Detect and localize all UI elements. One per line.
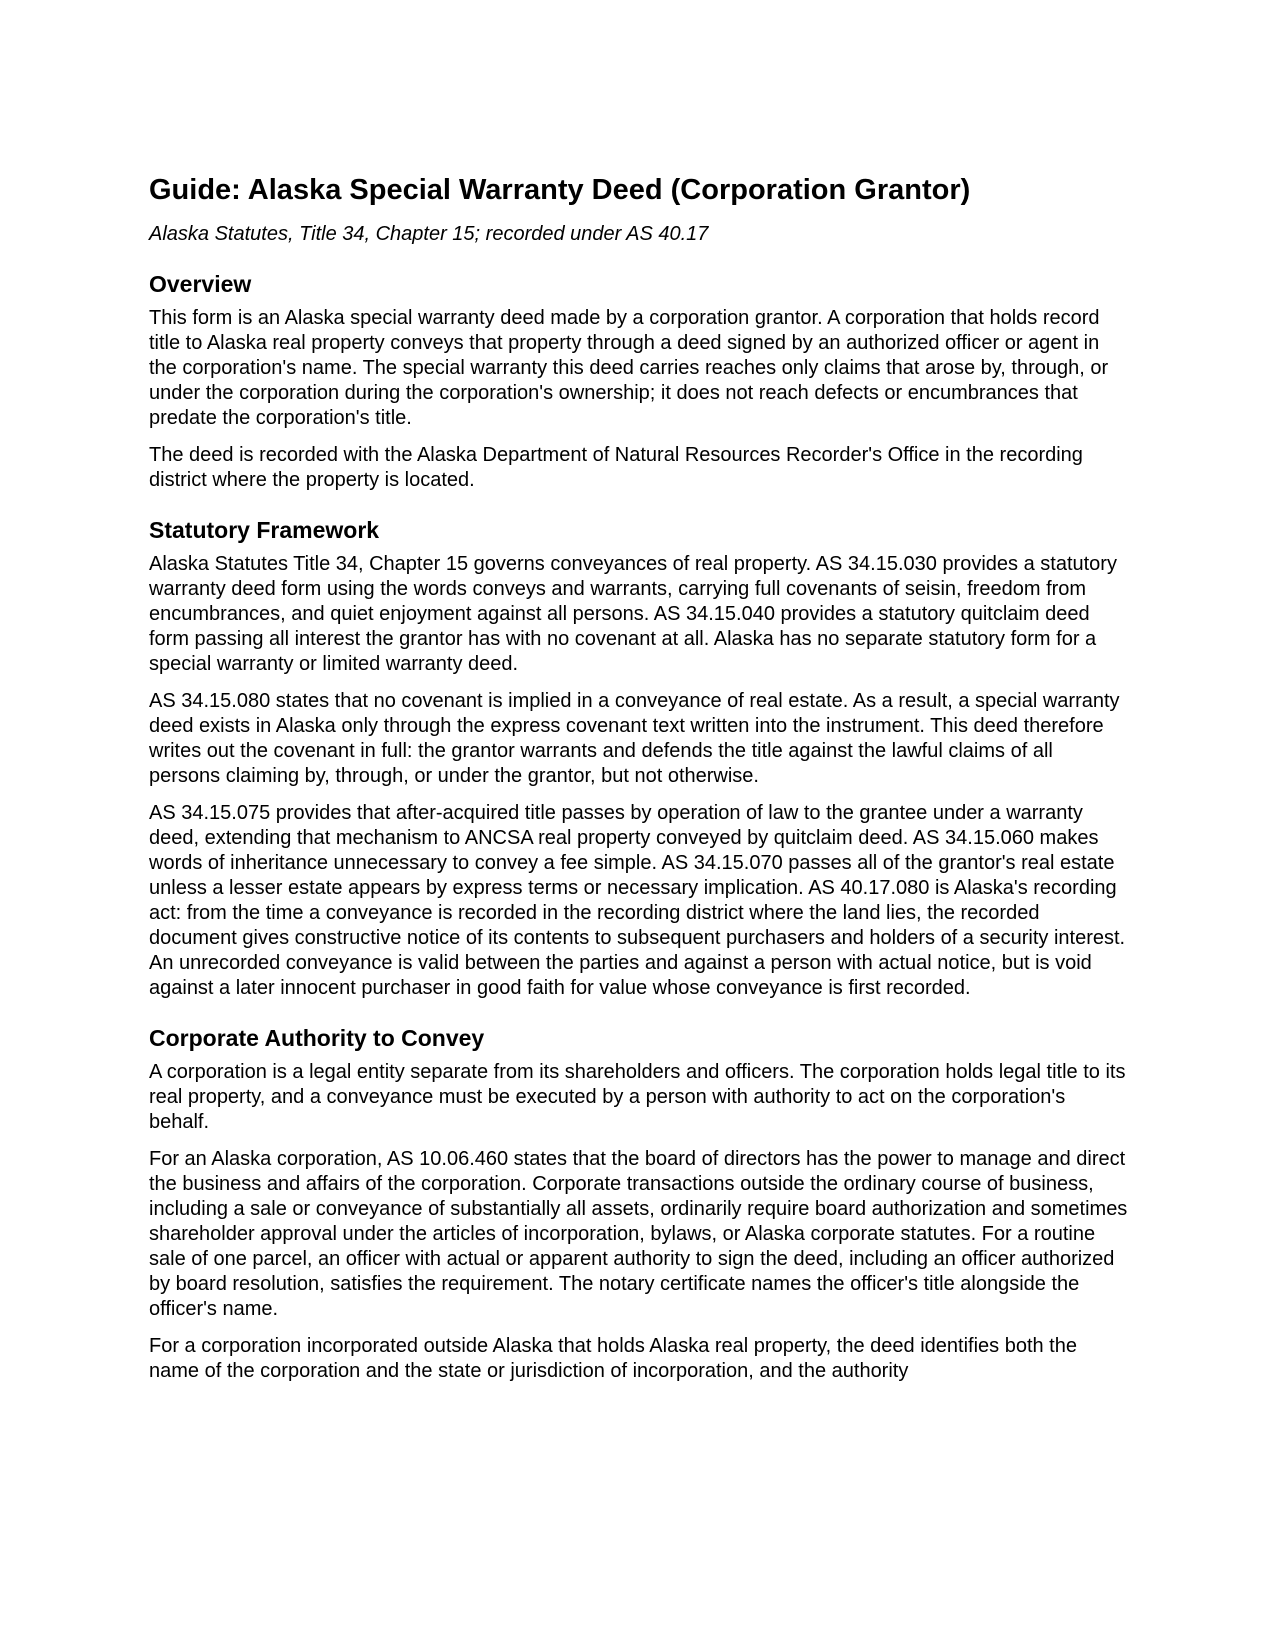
document-subtitle: Alaska Statutes, Title 34, Chapter 15; recorded under AS 40.17 (149, 223, 709, 245)
paragraph: For an Alaska corporation, AS 10.06.460 states that the board of directors has the power to manage and direct the business and affairs of the corporation. Corporate transactions outside the ordinary course of business, including a sale or conveyance of substantially all assets, ordinarily require board authorization and sometimes shareholder approval under the articles of incorporation, bylaws, or Alaska corporate statutes. For a routine sale of one parcel, an officer with actual or apparent authority to sign the deed, including an officer authorized by board resolution, satisfies the requirement. The notary certificate names the officer's title alongside the officer's name. (149, 1148, 1128, 1320)
paragraph: AS 34.15.080 states that no covenant is implied in a conveyance of real estate. As a result, a special warranty deed exists in Alaska only through the express covenant text written into the instrument. This deed therefore writes out the covenant in full: the grantor warrants and defends the title against the lawful claims of all persons claiming by, through, or under the grantor, but not otherwise. (149, 690, 1120, 787)
section-heading: Statutory Framework (149, 517, 380, 543)
section-statutory-framework (149, 516, 1129, 1001)
paragraph: The deed is recorded with the Alaska Department of Natural Resources Recorder's Office in the recording district where the property is located. (149, 444, 1083, 491)
paragraph: Alaska Statutes Title 34, Chapter 15 governs conveyances of real property. AS 34.15.030 provides a statutory warranty deed form using the words conveys and warrants, carrying full covenants of seisin, freedom from encumbrances, and quiet enjoyment against all persons. AS 34.15.040 provides a statutory quitclaim deed form passing all interest the grantor has with no covenant at all. Alaska has no separate statutory form for a special warranty or limited warranty deed. (149, 553, 1117, 675)
paragraph: For a corporation incorporated outside Alaska that holds Alaska real property, the deed identifies both the name of the corporation and the state or jurisdiction of incorporation, and the authority (149, 1335, 1077, 1382)
section-heading: Overview (149, 271, 252, 297)
section-corporate-authority (149, 1024, 1129, 1384)
paragraph: A corporation is a legal entity separate from its shareholders and officers. The corporation holds legal title to its real property, and a conveyance must be executed by a person with authority to act on the corporation's behalf. (149, 1061, 1126, 1133)
document-title: Guide: Alaska Special Warranty Deed (Corporation Grantor) (149, 174, 971, 206)
document-page (149, 172, 1129, 1384)
section-overview (149, 270, 1129, 493)
section-heading: Corporate Authority to Convey (149, 1025, 485, 1051)
paragraph: AS 34.15.075 provides that after-acquired title passes by operation of law to the grantee under a warranty deed, extending that mechanism to ANCSA real property conveyed by quitclaim deed. AS 34.15.060 makes words of inheritance unnecessary to convey a fee simple. AS 34.15.070 passes all of the grantor's real estate unless a lesser estate appears by express terms or necessary implication. AS 40.17.080 is Alaska's recording act: from the time a conveyance is recorded in the recording district where the land lies, the recorded document gives constructive notice of its contents to subsequent purchasers and holders of a security interest. An unrecorded conveyance is valid between the parties and against a person with actual notice, but is void against a later innocent purchaser in good faith for value whose conveyance is first recorded. (149, 802, 1126, 999)
paragraph: This form is an Alaska special warranty deed made by a corporation grantor. A corporation that holds record title to Alaska real property conveys that property through a deed signed by an authorized officer or agent in the corporation's name. The special warranty this deed carries reaches only claims that arose by, through, or under the corporation during the corporation's ownership; it does not reach defects or encumbrances that predate the corporation's title. (149, 307, 1109, 429)
